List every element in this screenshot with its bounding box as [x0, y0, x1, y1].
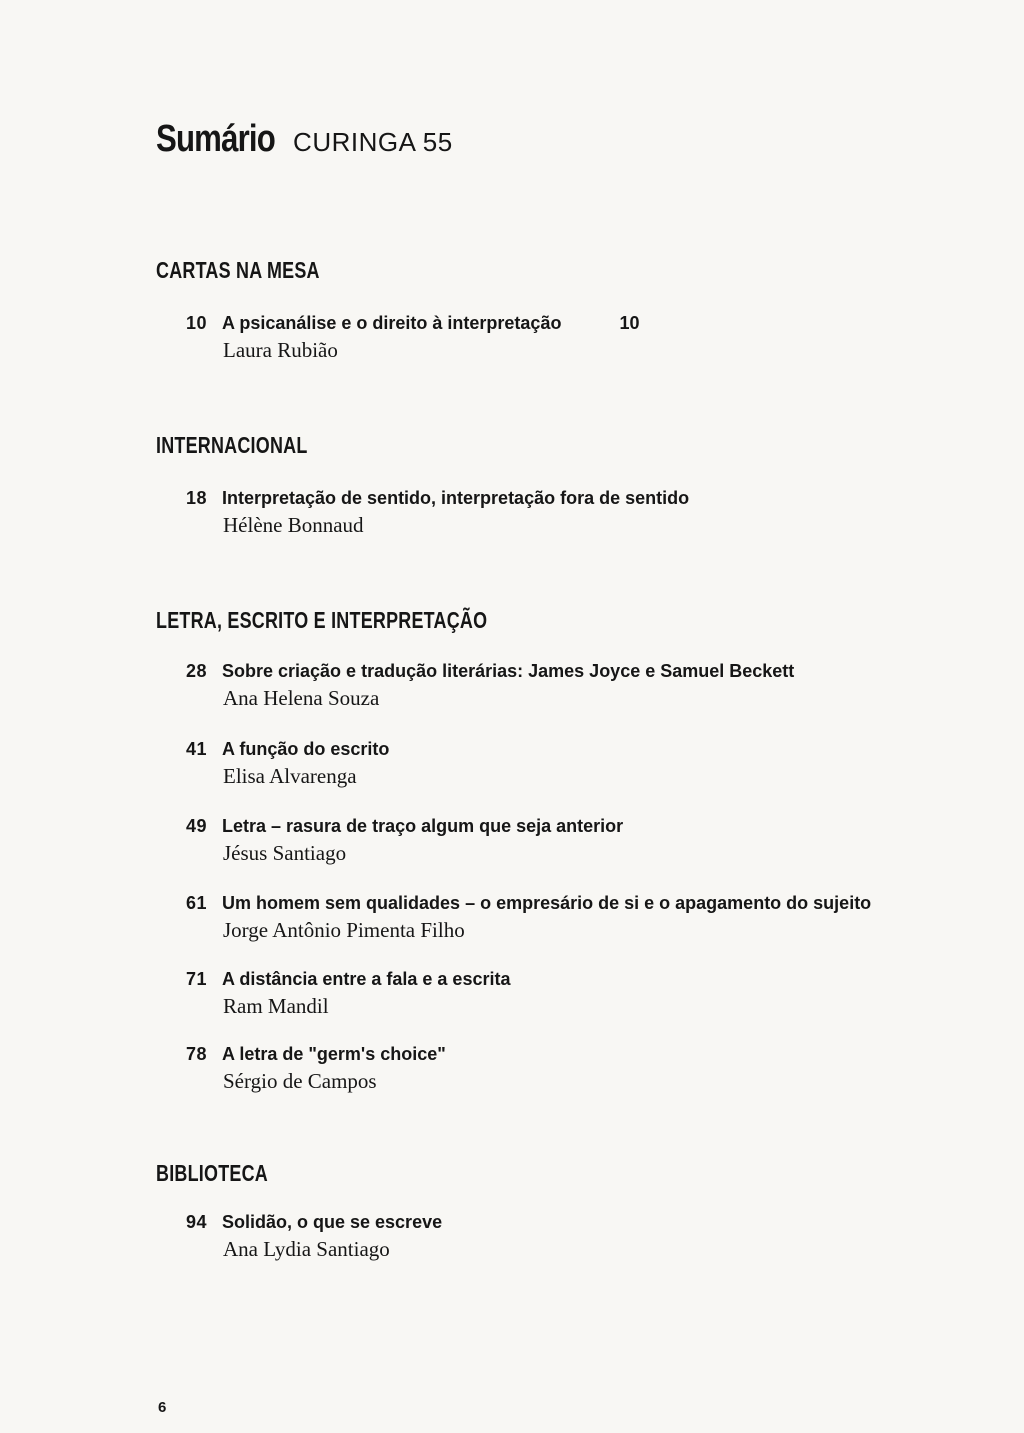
section-title-internacional: INTERNACIONAL — [156, 432, 308, 458]
toc-entry — [186, 313, 946, 363]
entry-page-number: 61 — [186, 893, 208, 913]
toc-entry — [186, 816, 946, 866]
entry-author: Jorge Antônio Pimenta Filho — [223, 918, 465, 942]
toc-entry — [186, 893, 946, 943]
entry-author: Hélène Bonnaud — [223, 513, 364, 537]
section-title-cartas-na-mesa: CARTAS NA MESA — [156, 257, 320, 283]
entry-page-number: 10 — [186, 313, 208, 333]
toc-entry — [186, 739, 946, 789]
entry-title: A psicanálise e o direito à interpretação — [222, 313, 562, 333]
entry-page-number: 28 — [186, 661, 208, 681]
entry-page-number: 94 — [186, 1212, 208, 1232]
entry-title: A distância entre a fala e a escrita — [222, 969, 511, 989]
page-number: 6 — [158, 1399, 167, 1416]
toc-entry — [186, 1044, 946, 1094]
entry-page-number: 71 — [186, 969, 208, 989]
section-title-biblioteca: BIBLIOTECA — [156, 1160, 268, 1186]
section-title-letra-escrito-interpretacao: LETRA, ESCRITO E INTERPRETAÇÃO — [156, 607, 488, 633]
entry-page-number: 78 — [186, 1044, 208, 1064]
entry-page-number: 49 — [186, 816, 208, 836]
page-title — [156, 120, 453, 158]
entry-author: Laura Rubião — [223, 338, 338, 362]
entry-author: Ana Helena Souza — [223, 686, 380, 710]
title-issue: CURINGA 55 — [293, 127, 453, 157]
entry-title: Letra – rasura de traço algum que seja anterior — [222, 816, 624, 836]
entry-title: Solidão, o que se escreve — [222, 1212, 443, 1232]
title-main: Sumário — [156, 118, 275, 160]
entry-author: Ram Mandil — [223, 994, 329, 1018]
toc-entry — [186, 1212, 946, 1262]
entry-title: Sobre criação e tradução literárias: James Joyce e Samuel Beckett — [222, 661, 795, 681]
entry-title: Interpretação de sentido, interpretação fora de sentido — [222, 488, 690, 508]
entry-title: A letra de "germ's choice" — [222, 1044, 446, 1064]
entry-page-number: 18 — [186, 488, 208, 508]
entry-author: Sérgio de Campos — [223, 1069, 377, 1093]
entry-author: Ana Lydia Santiago — [223, 1237, 390, 1261]
entry-author: Jésus Santiago — [223, 841, 347, 865]
toc-entry — [186, 969, 946, 1019]
entry-page-number: 41 — [186, 739, 208, 759]
entry-extra-number: 10 — [619, 313, 640, 333]
toc-entry — [186, 488, 946, 538]
toc-entry — [186, 661, 946, 711]
entry-author: Elisa Alvarenga — [223, 764, 357, 788]
entry-title: Um homem sem qualidades – o empresário de si e o apagamento do sujeito — [222, 893, 872, 913]
entry-title: A função do escrito — [222, 739, 390, 759]
